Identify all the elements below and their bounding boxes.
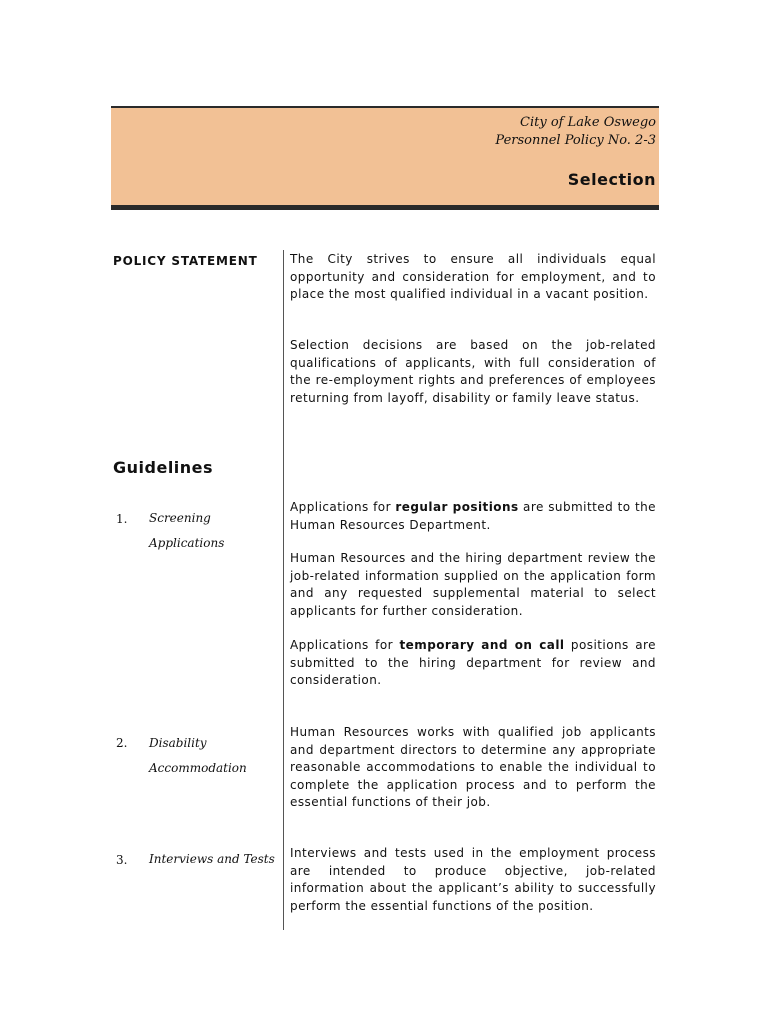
text-run: Applications for	[290, 500, 396, 514]
organization-name: City of Lake Oswego	[520, 115, 656, 130]
guideline-number-3: 3.	[116, 853, 128, 867]
text-run: Applications for	[290, 638, 400, 652]
guideline-label-line1: Interviews and Tests	[149, 852, 275, 866]
guideline-label-line1: Screening	[149, 511, 211, 525]
bold-run-regular-positions: regular positions	[395, 500, 519, 514]
guideline-1-paragraph-3	[290, 637, 656, 690]
guideline-1-paragraph-2: Human Resources and the hiring department review the job-related information supplied on the application form and any requested supplemental material to select applicants for further consideration.	[290, 551, 656, 618]
column-divider	[283, 250, 284, 930]
policy-statement-heading: POLICY STATEMENT	[113, 254, 258, 268]
guideline-1-paragraph-1	[290, 499, 656, 534]
guideline-label-line2: Applications	[149, 536, 225, 550]
guideline-label-screening-applications	[149, 506, 279, 556]
policy-statement-paragraph-2: Selection decisions are based on the job-related qualifications of applicants, with full consideration of the re-employment rights and preferences of employees returning from layoff, disability or family leave status.	[290, 338, 656, 405]
header-organization-block	[495, 114, 656, 150]
policy-number: Personnel Policy No. 2-3	[495, 133, 656, 148]
guideline-2-paragraph-1: Human Resources works with qualified job applicants and department directors to determine any appropriate reasonable accommodations to enable the individual to complete the application process and to perform the essential functions of their job.	[290, 725, 656, 809]
text-run: positions are submitted to the hiring department for review and consideration.	[290, 638, 656, 687]
policy-statement-paragraph-1: The City strives to ensure all individuals equal opportunity and consideration for employment, and to place the most qualified individual in a vacant position.	[290, 252, 656, 301]
guideline-label-interviews-tests	[149, 847, 279, 872]
guideline-label-line2: Accommodation	[149, 761, 247, 775]
guideline-3-paragraph-1: Interviews and tests used in the employment process are intended to produce objective, job-related information about the applicant’s ability to successfully perform the essential functions of the position.	[290, 846, 656, 913]
header-band	[111, 106, 659, 210]
guideline-number-2: 2.	[116, 736, 128, 750]
guideline-label-disability-accommodation	[149, 731, 279, 781]
guideline-number-1: 1.	[116, 512, 128, 526]
text-run: are submitted to the Human Resources Department.	[290, 500, 656, 532]
guideline-label-line1: Disability	[149, 736, 207, 750]
guidelines-heading: Guidelines	[113, 458, 214, 477]
document-title: Selection	[567, 170, 656, 189]
bold-run-temporary-on-call: temporary and on call	[399, 638, 565, 652]
